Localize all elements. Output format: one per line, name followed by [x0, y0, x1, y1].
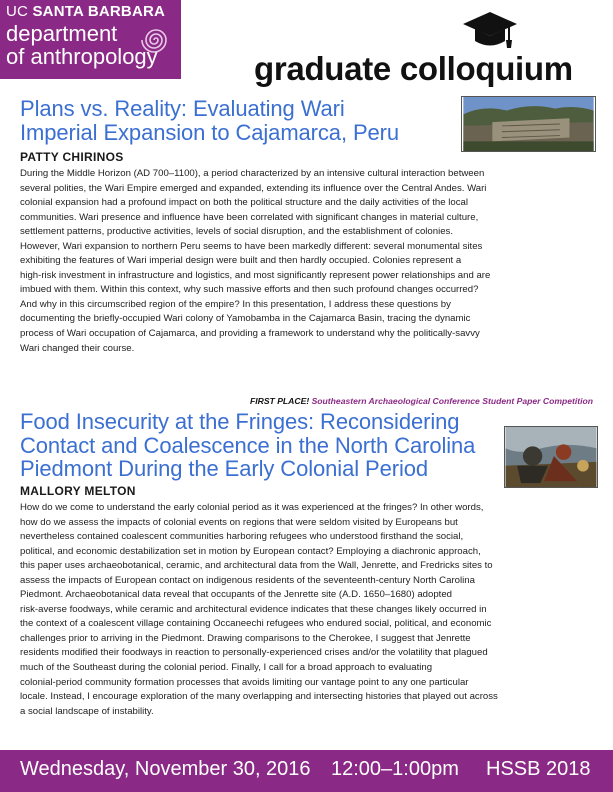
- university-name: [6, 3, 165, 20]
- abstract-line: high-risk investment in infrastructure and logistics, and most significantly represent power relationships and are: [20, 269, 491, 281]
- santa-barbara-text: SANTA BARBARA: [32, 3, 166, 20]
- department-line-1: department: [6, 21, 118, 46]
- abstract-line: imbued with them. Within this context, why such massive efforts and then such profound changes occurred?: [20, 284, 479, 296]
- abstract-line: colonial expansion had a profound impact on both the political structure and the daily activities of the local: [20, 197, 468, 209]
- talk2-title-line: Piedmont During the Early Colonial Period: [20, 456, 429, 481]
- abstract-line: exhibiting the features of Wari imperial design were built and then hardly occupied. Colonies represent a: [20, 255, 462, 267]
- event-title: graduate colloquium: [254, 50, 573, 87]
- abstract-line: settlement patterns, productive activities, levels of social disruption, and the establishment of colonies.: [20, 226, 454, 238]
- abstract-line: How do we come to understand the early colonial period as it was experienced at the fringes? In other words,: [20, 502, 484, 513]
- talk1-title: [20, 97, 399, 144]
- talk2-title-line: Food Insecurity at the Fringes: Reconsidering: [20, 409, 460, 434]
- talk1-site-photo: [461, 96, 596, 152]
- talk1-title-line: Plans vs. Reality: Evaluating Wari: [20, 96, 345, 121]
- department-line-2: of anthropology: [6, 44, 158, 69]
- abstract-line: risk-averse foodways, while ceramic and architectural evidence indicates that these changes likely occurred in: [20, 603, 487, 615]
- talk1-author: PATTY CHIRINOS: [20, 150, 124, 164]
- abstract-line: process of Wari occupation of Cajamarca, and providing a framework to understand why the politically-savvy: [20, 328, 480, 340]
- abstract-line: much of the Southeast during the colonial period. Finally, I call for a broad approach to evaluating: [20, 662, 433, 674]
- uc-text: UC: [6, 3, 29, 20]
- graduation-cap-icon: [462, 10, 518, 52]
- abstract-line: locale. Instead, I encourage exploration of the many overlapping and intersecting histories that played out across: [20, 691, 498, 703]
- department-logo: [0, 0, 181, 79]
- abstract-line: During the Middle Horizon (AD 700–1100), a period characterized by an intensive cultural interaction between: [20, 168, 485, 179]
- talk1-title-line: Imperial Expansion to Cajamarca, Peru: [20, 119, 400, 145]
- event-details-bar: [0, 750, 613, 792]
- event-time: 12:00–1:00pm: [331, 758, 459, 780]
- award-text: Southeastern Archaeological Conference Student Paper Competition: [309, 396, 593, 406]
- abstract-line: colonial-period community formation processes that avoids limiting our vantage point to any one particular: [20, 676, 469, 688]
- abstract-line: this paper uses archaeobotanical, ceramic, and architectural data from the Wall, Jenrette, and Fredricks sites to: [20, 560, 493, 572]
- abstract-line: However, Wari expansion to northern Peru seems to have been markedly different: several monumental sites: [20, 240, 483, 252]
- abstract-line: nevertheless contained coalescent communities harboring refugees who understood firsthand the social,: [20, 531, 464, 543]
- event-date: Wednesday, November 30, 2016: [20, 758, 311, 780]
- abstract-line: how do we assess the impacts of colonial events on regions that were seldom visited by Europeans but: [20, 516, 458, 528]
- abstract-line: political, and economic destabilization set in motion by European contact? Employing a diachronic approach,: [20, 545, 481, 557]
- event-location: HSSB 2018: [486, 758, 591, 780]
- talk2-title-line: Contact and Coalescence in the North Carolina: [20, 432, 476, 458]
- talk2-author: MALLORY MELTON: [20, 484, 136, 498]
- abstract-line: documenting the briefly-occupied Wari colony of Yamobamba in the Cajamarca Basin, tracing the dynamic: [20, 313, 471, 325]
- talk2-painting: [504, 426, 598, 488]
- award-note: [250, 396, 593, 406]
- abstract-line: a social landscape of instability.: [20, 705, 154, 717]
- abstract-line: And why in this circumscribed region of the empire? In this presentation, I address these questions by: [20, 298, 451, 310]
- talk1-abstract: [20, 167, 490, 356]
- talk2-title: [20, 410, 475, 481]
- abstract-line: Wari changed their course.: [20, 342, 135, 354]
- abstract-line: challenges prior to arriving in the Piedmont. Drawing comparisons to the Cherokee, I suggest that Jenrette: [20, 632, 471, 644]
- spiral-icon: [139, 25, 173, 55]
- department-name: [6, 22, 158, 68]
- award-label: FIRST PLACE!: [249, 396, 310, 406]
- abstract-line: assess the impacts of European contact on indigenous residents of the seventeenth-century North Carolina: [20, 574, 475, 586]
- talk2-abstract: [20, 501, 498, 719]
- abstract-line: Piedmont. Archaeobotanical data reveal that occupants of the Jenrette site (A.D. 1650–1680) adopted: [20, 589, 453, 601]
- abstract-line: the context of a coalescent village containing Occaneechi refugees who endured social, political, and economic: [20, 618, 492, 630]
- abstract-line: several polities, the Wari Empire emerged and expanded, extending its influence over the Central Andes. Wari: [20, 182, 487, 194]
- abstract-line: communities. Wari presence and influence have been correlated with significant changes in material culture,: [20, 211, 479, 223]
- abstract-line: residents modified their foodways in reaction to personally-experienced crises and/or the volatility that plagued: [20, 647, 488, 659]
